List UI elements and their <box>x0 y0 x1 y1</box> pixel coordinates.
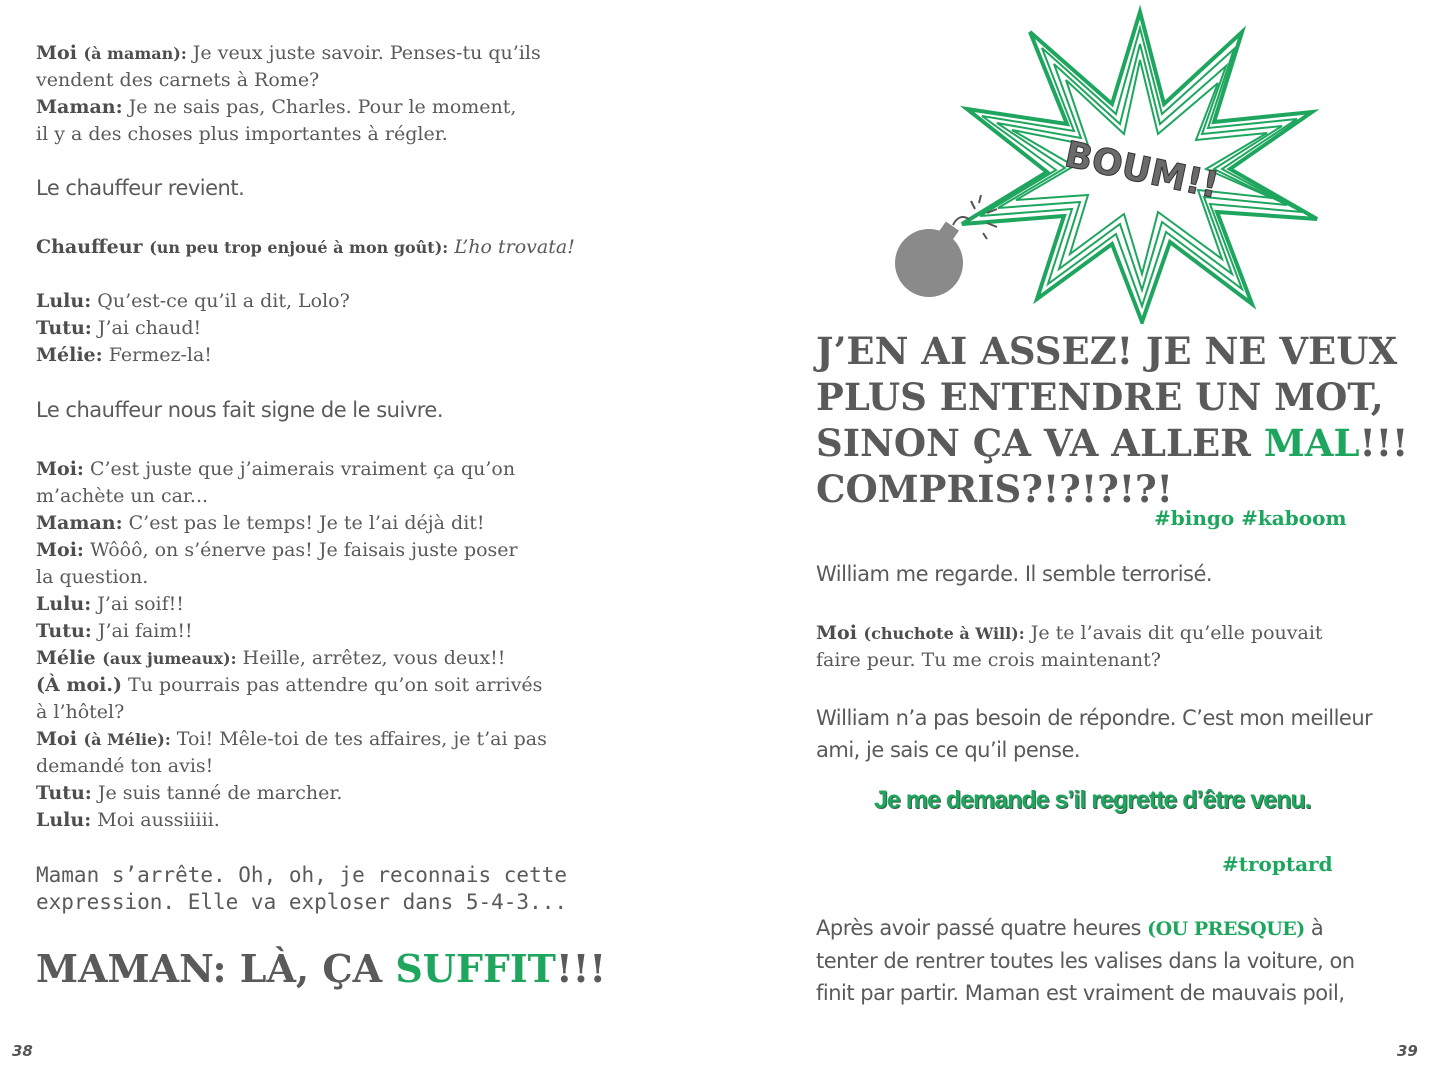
dialogue-line: Moi: Wôôô, on s’énerve pas! Je faisais juste poser <box>36 539 518 561</box>
narration-best-friend: William n’a pas besoin de répondre. C’est mon meilleur ami, je sais ce qu’il pense. <box>816 706 1373 762</box>
dialogue-line: Lulu: Qu’est-ce qu’il a dit, Lolo? <box>36 290 350 312</box>
dialogue-line: Moi: C’est juste que j’aimerais vraiment ça qu’on <box>36 458 516 480</box>
narration-1: Le chauffeur revient. <box>36 176 245 200</box>
dialogue-line: à l’hôtel? <box>36 701 125 723</box>
dialogue-line: Chauffeur (un peu trop enjoué à mon goût): L’ho trovata! <box>36 236 575 258</box>
narration-william: William me regarde. Il semble terrorisé. <box>816 562 1213 586</box>
dialogue-line: Tutu: J’ai faim!! <box>36 620 193 642</box>
dialogue-line: Mélie: Fermez-la! <box>36 344 212 366</box>
dialogue-line: (À moi.) Tu pourrais pas attendre qu’on soit arrivés <box>36 674 543 696</box>
dialogue-line: Tutu: J’ai chaud! <box>36 317 202 339</box>
dialogue-block-3 <box>36 288 350 369</box>
dialogue-line: Mélie (aux jumeaux): Heille, arrêtez, vous deux!! <box>36 647 506 669</box>
dialogue-line: m’achète un car... <box>36 485 209 507</box>
burst-text: BOUM!! <box>1061 134 1223 207</box>
page-number: 38 <box>12 1042 33 1060</box>
shout-heading: MAMAN: LÀ, ÇA SUFFIT!!! <box>36 946 606 991</box>
dialogue-line: Moi (à maman): Je veux juste savoir. Penses-tu qu’ils <box>36 42 541 64</box>
dialogue-line: demandé ton avis! <box>36 755 214 777</box>
dialogue-whisper: Moi (chuchote à Will): Je te l’avais dit qu’elle pouvait faire peur. Tu me crois maintenant? <box>816 622 1323 671</box>
dialogue-line: Maman: Je ne sais pas, Charles. Pour le moment, <box>36 96 517 118</box>
page-number: 39 <box>1397 1042 1418 1060</box>
narration-departure: Après avoir passé quatre heures (OU PRESQUE) à tenter de rentrer toutes les valises dans la voiture, on finit par partir. Maman est vraiment de mauvais poil, <box>816 916 1355 1005</box>
narration-3: Maman s’arrête. Oh, oh, je reconnais cette expression. Elle va exploser dans 5-4-3... <box>36 863 568 914</box>
hashtag-bingo: #bingo #kaboom <box>1154 506 1347 530</box>
dialogue-block-2 <box>36 234 575 261</box>
bomb-icon <box>887 195 1007 305</box>
left-page <box>0 0 722 1071</box>
dialogue-block-4 <box>36 456 547 834</box>
explosion-burst-icon <box>952 4 1327 324</box>
dialogue-line: il y a des choses plus importantes à régler. <box>36 123 448 145</box>
dialogue-line: la question. <box>36 566 149 588</box>
dialogue-line: vendent des carnets à Rome? <box>36 69 320 91</box>
right-page <box>722 0 1445 1071</box>
shout-block: J’EN AI ASSEZ! JE NE VEUX PLUS ENTENDRE UN MOT, SINON ÇA VA ALLER MAL!!! COMPRIS?!?!?!?! <box>816 329 1409 511</box>
hashtag-troptard: #troptard <box>1222 852 1333 876</box>
dialogue-line: Lulu: Moi aussiiiii. <box>36 809 220 831</box>
dialogue-line: Lulu: J’ai soif!! <box>36 593 184 615</box>
dialogue-block-1 <box>36 40 541 148</box>
callout-regret: Je me demande s’il regrette d’être venu. <box>874 786 1311 814</box>
narration-2: Le chauffeur nous fait signe de le suivre. <box>36 398 444 422</box>
dialogue-line: Maman: C’est pas le temps! Je te l’ai déjà dit! <box>36 512 485 534</box>
dialogue-line: Tutu: Je suis tanné de marcher. <box>36 782 343 804</box>
dialogue-line: Moi (à Mélie): Toi! Mêle-toi de tes affaires, je t’ai pas <box>36 728 547 750</box>
